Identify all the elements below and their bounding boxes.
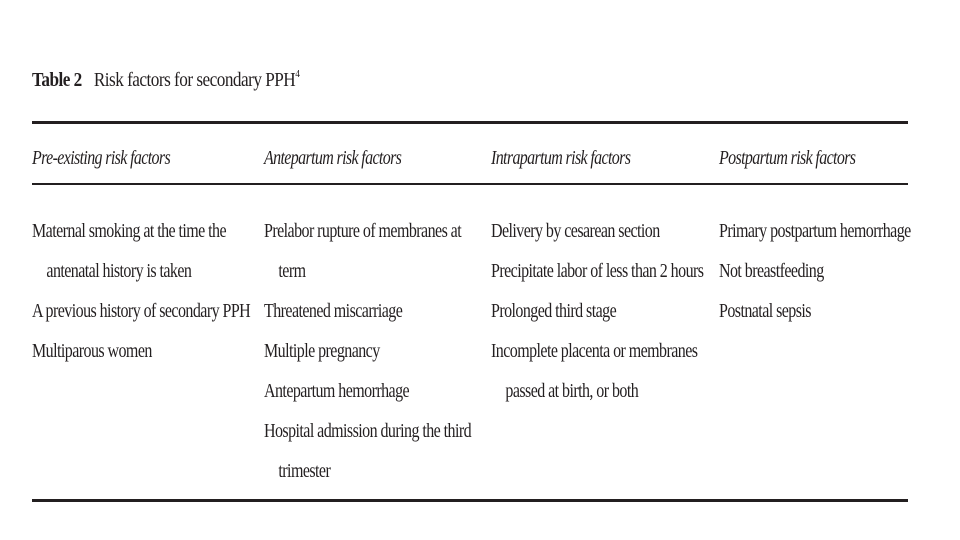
header-intrapartum: Intrapartum risk factors bbox=[491, 147, 631, 169]
cell-text-line: Not breastfeeding bbox=[719, 260, 824, 282]
header-postpartum: Postpartum risk factors bbox=[719, 147, 856, 169]
cell-text-line: Maternal smoking at the time the bbox=[32, 220, 227, 242]
reference-superscript: 4 bbox=[295, 68, 300, 80]
cell-text-line: Postnatal sepsis bbox=[719, 300, 811, 322]
cell-text-line: Multiparous women bbox=[32, 340, 152, 362]
header-rule bbox=[32, 183, 908, 185]
cell-text-line: antenatal history is taken bbox=[46, 260, 192, 282]
cell-text-line: Threatened miscarriage bbox=[264, 300, 403, 322]
table-cell bbox=[719, 294, 911, 334]
table-caption bbox=[32, 68, 299, 92]
cell-text-line: Precipitate labor of less than 2 hours bbox=[491, 260, 704, 282]
cell-text-line: Primary postpartum hemorrhage bbox=[719, 220, 911, 242]
table-cell bbox=[491, 334, 703, 414]
cell-text-line: Incomplete placenta or membranes bbox=[491, 340, 698, 362]
table-cell bbox=[264, 414, 471, 494]
cell-text-line: A previous history of secondary PPH bbox=[32, 300, 251, 322]
bottom-rule bbox=[32, 499, 908, 502]
table-cell bbox=[491, 254, 703, 294]
cell-text-line: Delivery by cesarean section bbox=[491, 220, 660, 242]
cell-text-line: term bbox=[278, 260, 306, 282]
header-antepartum: Antepartum risk factors bbox=[264, 147, 402, 169]
table-cell bbox=[32, 334, 250, 374]
cell-text-line: Multiple pregnancy bbox=[264, 340, 380, 362]
table-cell bbox=[32, 294, 250, 334]
cell-text-line: Prelabor rupture of membranes at bbox=[264, 220, 462, 242]
column-pre-existing bbox=[32, 214, 250, 374]
cell-text-line: trimester bbox=[278, 460, 331, 482]
column-antepartum bbox=[264, 214, 471, 494]
table-cell bbox=[264, 214, 471, 294]
table-cell bbox=[491, 294, 703, 334]
top-rule bbox=[32, 121, 908, 124]
cell-text-line: Prolonged third stage bbox=[491, 300, 617, 322]
table-cell bbox=[719, 254, 911, 294]
table-cell bbox=[491, 214, 703, 254]
table-label: Table 2 bbox=[32, 69, 82, 91]
column-intrapartum bbox=[491, 214, 703, 414]
column-postpartum bbox=[719, 214, 911, 334]
header-pre-existing: Pre-existing risk factors bbox=[32, 147, 171, 169]
cell-text-line: Hospital admission during the third bbox=[264, 420, 472, 442]
table-cell bbox=[719, 214, 911, 254]
cell-text-line: passed at birth, or both bbox=[505, 380, 639, 402]
table-cell bbox=[32, 214, 250, 294]
table-title: Risk factors for secondary PPH bbox=[93, 69, 296, 91]
table-cell bbox=[264, 334, 471, 374]
cell-text-line: Antepartum hemorrhage bbox=[264, 380, 410, 402]
table-cell bbox=[264, 294, 471, 334]
table-cell bbox=[264, 374, 471, 414]
